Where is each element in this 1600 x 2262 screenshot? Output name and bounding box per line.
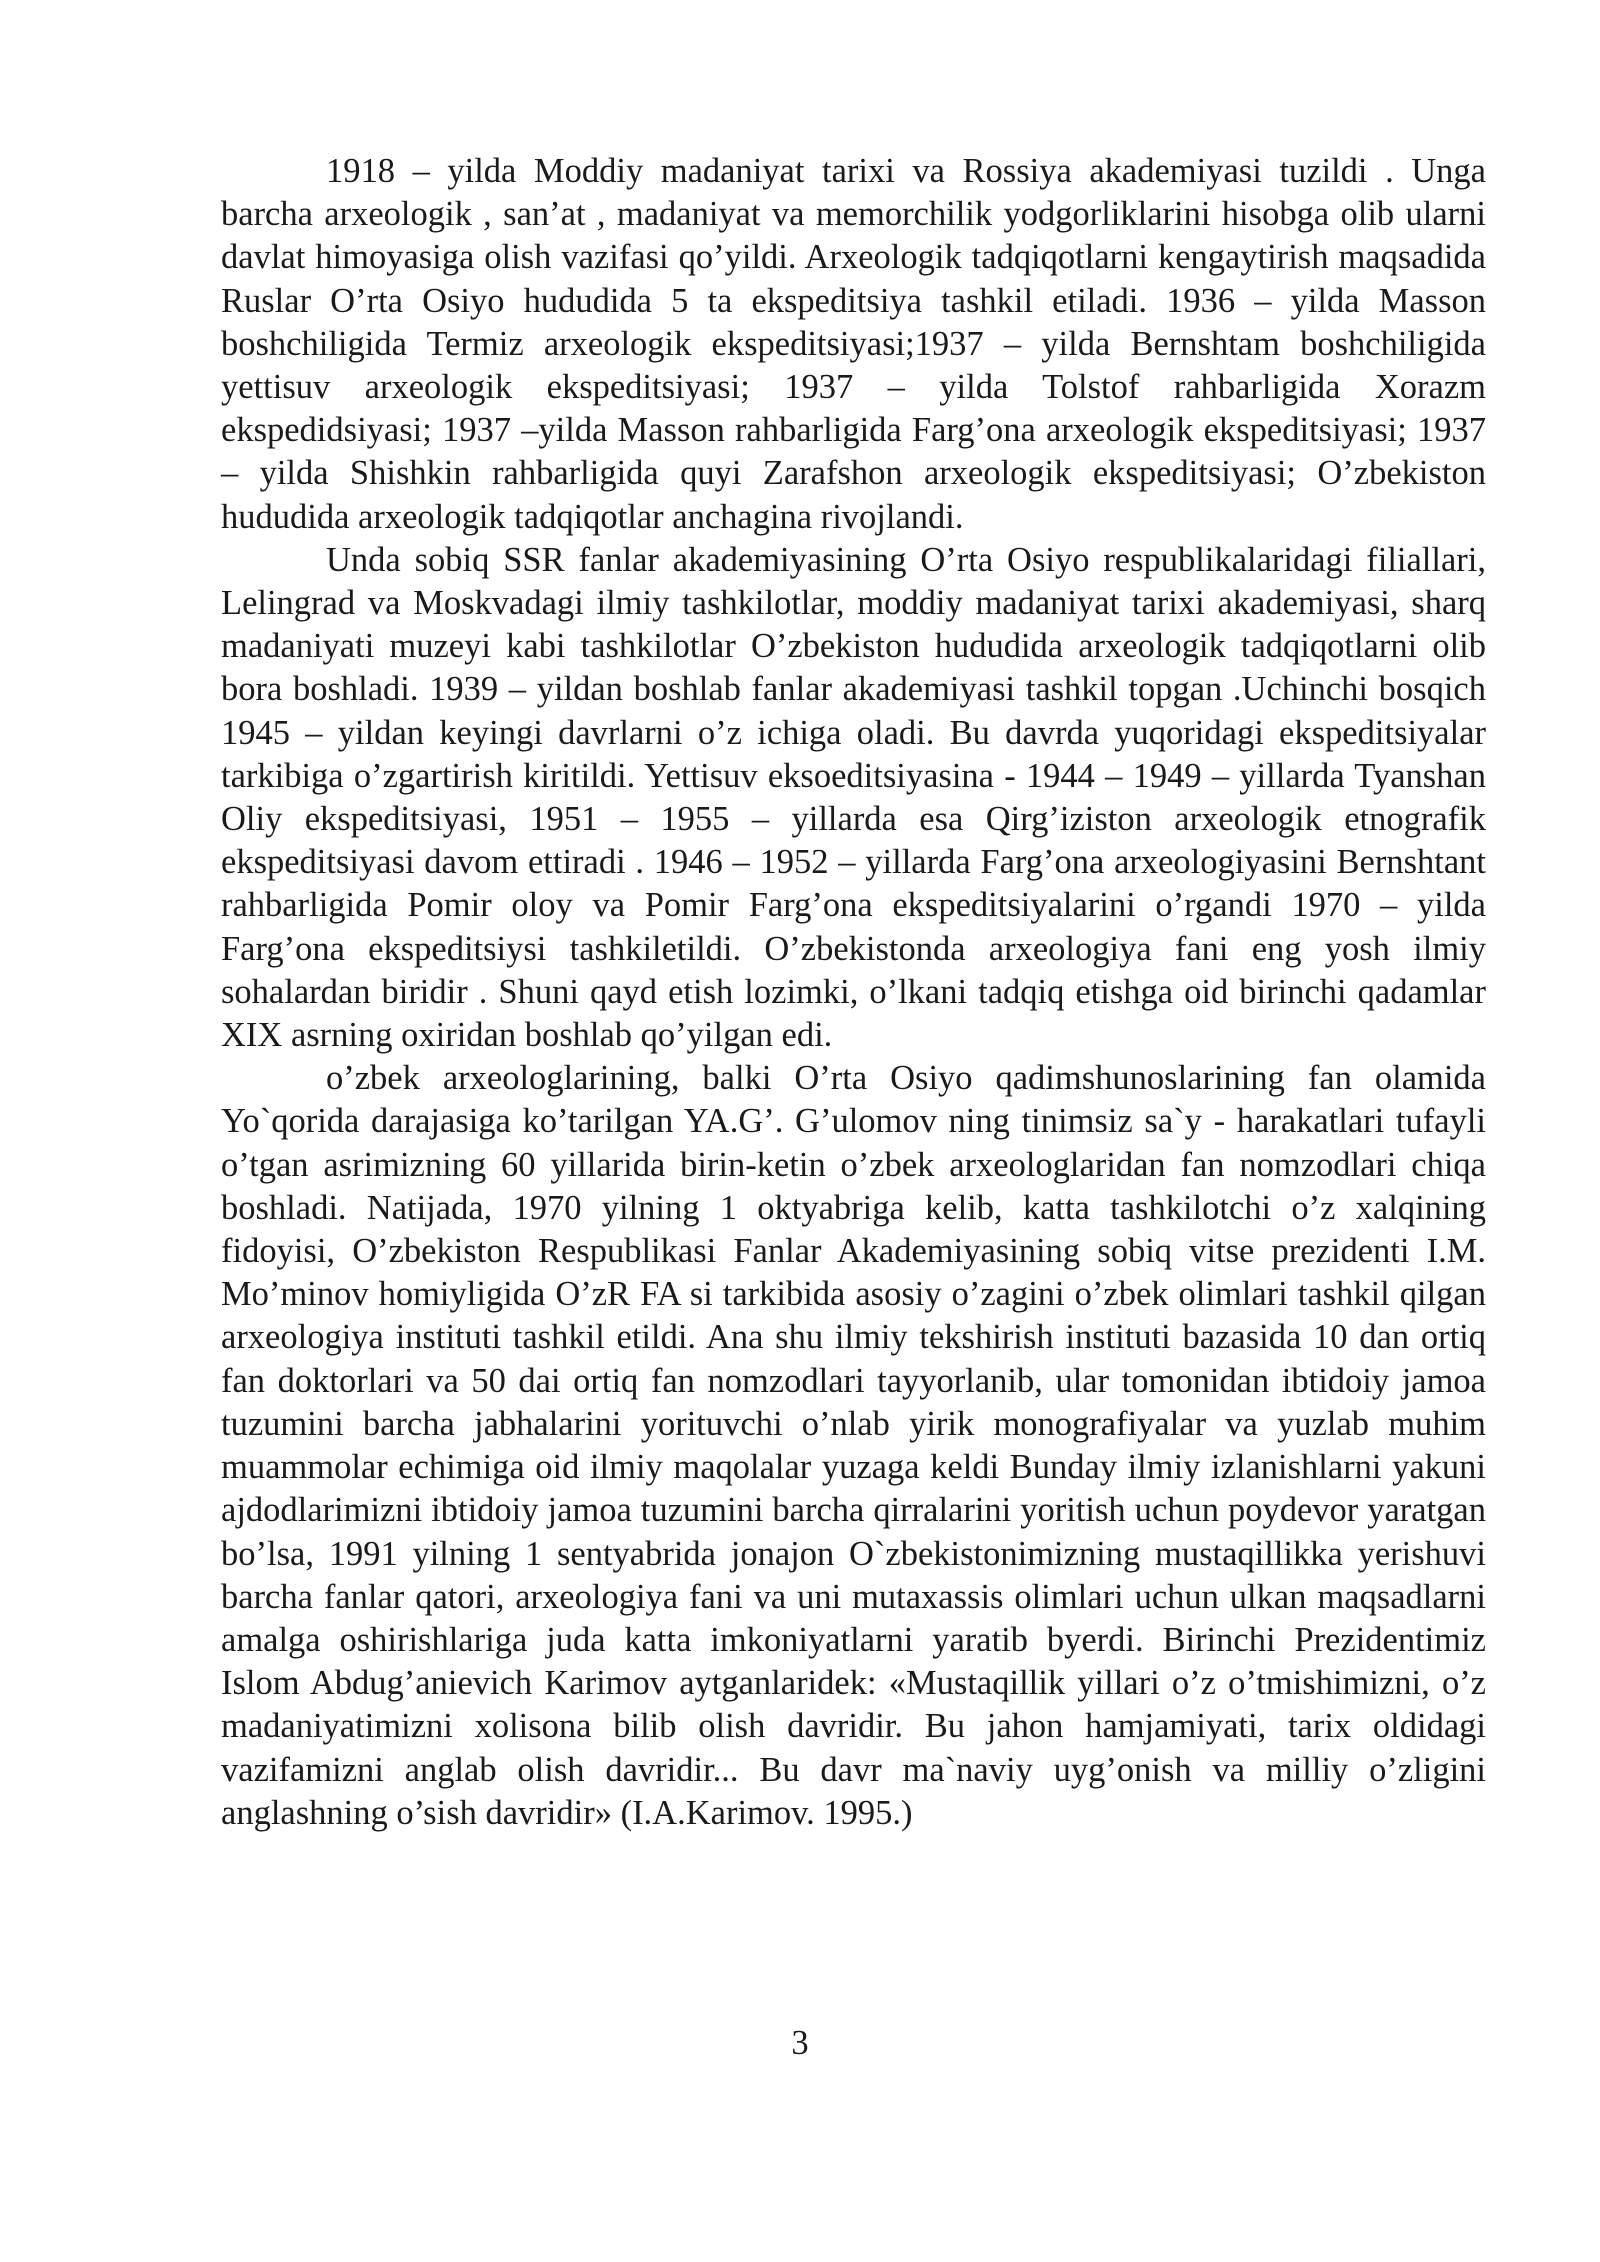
page-number: 3 bbox=[791, 2024, 809, 2062]
paragraph-2: Unda sobiq SSR fanlar akademiyasining O’rta Osiyo respublikalaridagi filiallari, Lelingrad va Moskvadagi ilmiy tashkilotlar, moddiy madaniyat tarixi akademiyasi, sharq madaniyati muzeyi kabi tashkilotlar O’zbekiston hududida arxeologik tadqiqotlarni olib bora boshladi. 1939 – yildan boshlab fanlar akademiyasi tashkil topgan .Uchinchi bosqich 1945 – yildan keyingi davrlarni o’z ichiga oladi. Bu davrda yuqoridagi ekspeditsiyalar tarkibiga o’zgartirish kiritildi. Yettisuv eksoeditsiyasina - 1944 – 1949 – yillarda Tyanshan Oliy ekspeditsiyasi, 1951 – 1955 – yillarda esa Qirg’iziston arxeologik etnografik ekspeditsiyasi davom ettiradi . 1946 – 1952 – yillarda Farg’ona arxeologiyasini Bernshtant rahbarligida Pomir oloy va Pomir Farg’ona ekspeditsiyalarini o’rgandi 1970 – yilda Farg’ona ekspeditsiysi tashkiletildi. O’zbekistonda arxeologiya fani eng yosh ilmiy sohalardan biridir . Shuni qayd etish lozimki, o’lkani tadqiq etishga oid birinchi qadamlar XIX asrning oxiridan boshlab qo’yilgan edi. bbox=[221, 540, 1486, 1055]
paragraph-3: o’zbek arxeologlarining, balki O’rta Osiyo qadimshunoslarining fan olamida Yo`qorida darajasiga ko’tarilgan YA.G’. G’ulomov ning tinimsiz sa`y - harakatlari tufayli o’tgan asrimizning 60 yillarida birin-ketin o’zbek arxeologlaridan fan nomzodlari chiqa boshladi. Natijada, 1970 yilning 1 oktyabriga kelib, katta tashkilotchi o’z xalqining fidoyisi, O’zbekiston Respublikasi Fanlar Akademiyasining sobiq vitse prezidenti I.M. Mo’minov homiyligida O’zR FA si tarkibida asosiy o’zagini o’zbek olimlari tashkil qilgan arxeologiya instituti tashkil etildi. Ana shu ilmiy tekshirish instituti bazasida 10 dan ortiq fan doktorlari va 50 dai ortiq fan nomzodlari tayyorlanib, ular tomonidan ibtidoiy jamoa tuzumini barcha jabhalarini yorituvchi o’nlab yirik monografiyalar va yuzlab muhim muammolar echimiga oid ilmiy maqolalar yuzaga keldi Bunday ilmiy izlanishlarni yakuni ajdodlarimizni ibtidoiy jamoa tuzumini barcha qirralarini yoritish uchun poydevor yaratgan bo’lsa, 1991 yilning 1 sentyabrida jonajon O`zbekistonimizning mustaqillikka yerishuvi barcha fanlar qatori, arxeologiya fani va uni mutaxassis olimlari uchun ulkan maqsadlarni amalga oshirishlariga juda katta imkoniyatlarni yaratib byerdi. Birinchi Prezidentimiz Islom Abdug’anievich Karimov aytganlaridek: «Mustaqillik yillari o’z o’tmishimizni, o’z madaniyatimizni xolisona bilib olish davridir. Bu jahon hamjamiyati, tarix oldidagi vazifamizni anglab olish davridir... Bu davr ma`naviy uyg’onish va milliy o’zligini anglashning o’sish davridir» (I.A.Karimov. 1995.) bbox=[221, 1059, 1486, 1832]
body-text bbox=[221, 150, 1486, 1835]
paragraph-1: 1918 – yilda Moddiy madaniyat tarixi va Rossiya akademiyasi tuzildi . Unga barcha arxeologik , san’at , madaniyat va memorchilik yodgorliklarini hisobga olib ularni davlat himoyasiga olish vazifasi qo’yildi. Arxeologik tadqiqotlarni kengaytirish maqsadida Ruslar O’rta Osiyo hududida 5 ta ekspeditsiya tashkil etiladi. 1936 – yilda Masson boshchiligida Termiz arxeologik ekspeditsiyasi;1937 – yilda Bernshtam boshchiligida yettisuv arxeologik ekspeditsiyasi; 1937 – yilda Tolstof rahbarligida Xorazm ekspedidsiyasi; 1937 –yilda Masson rahbarligida Farg’ona arxeologik ekspeditsiyasi; 1937 – yilda Shishkin rahbarligida quyi Zarafshon arxeologik ekspeditsiyasi; O’zbekiston hududida arxeologik tadqiqotlar anchagina rivojlandi. bbox=[221, 152, 1486, 536]
